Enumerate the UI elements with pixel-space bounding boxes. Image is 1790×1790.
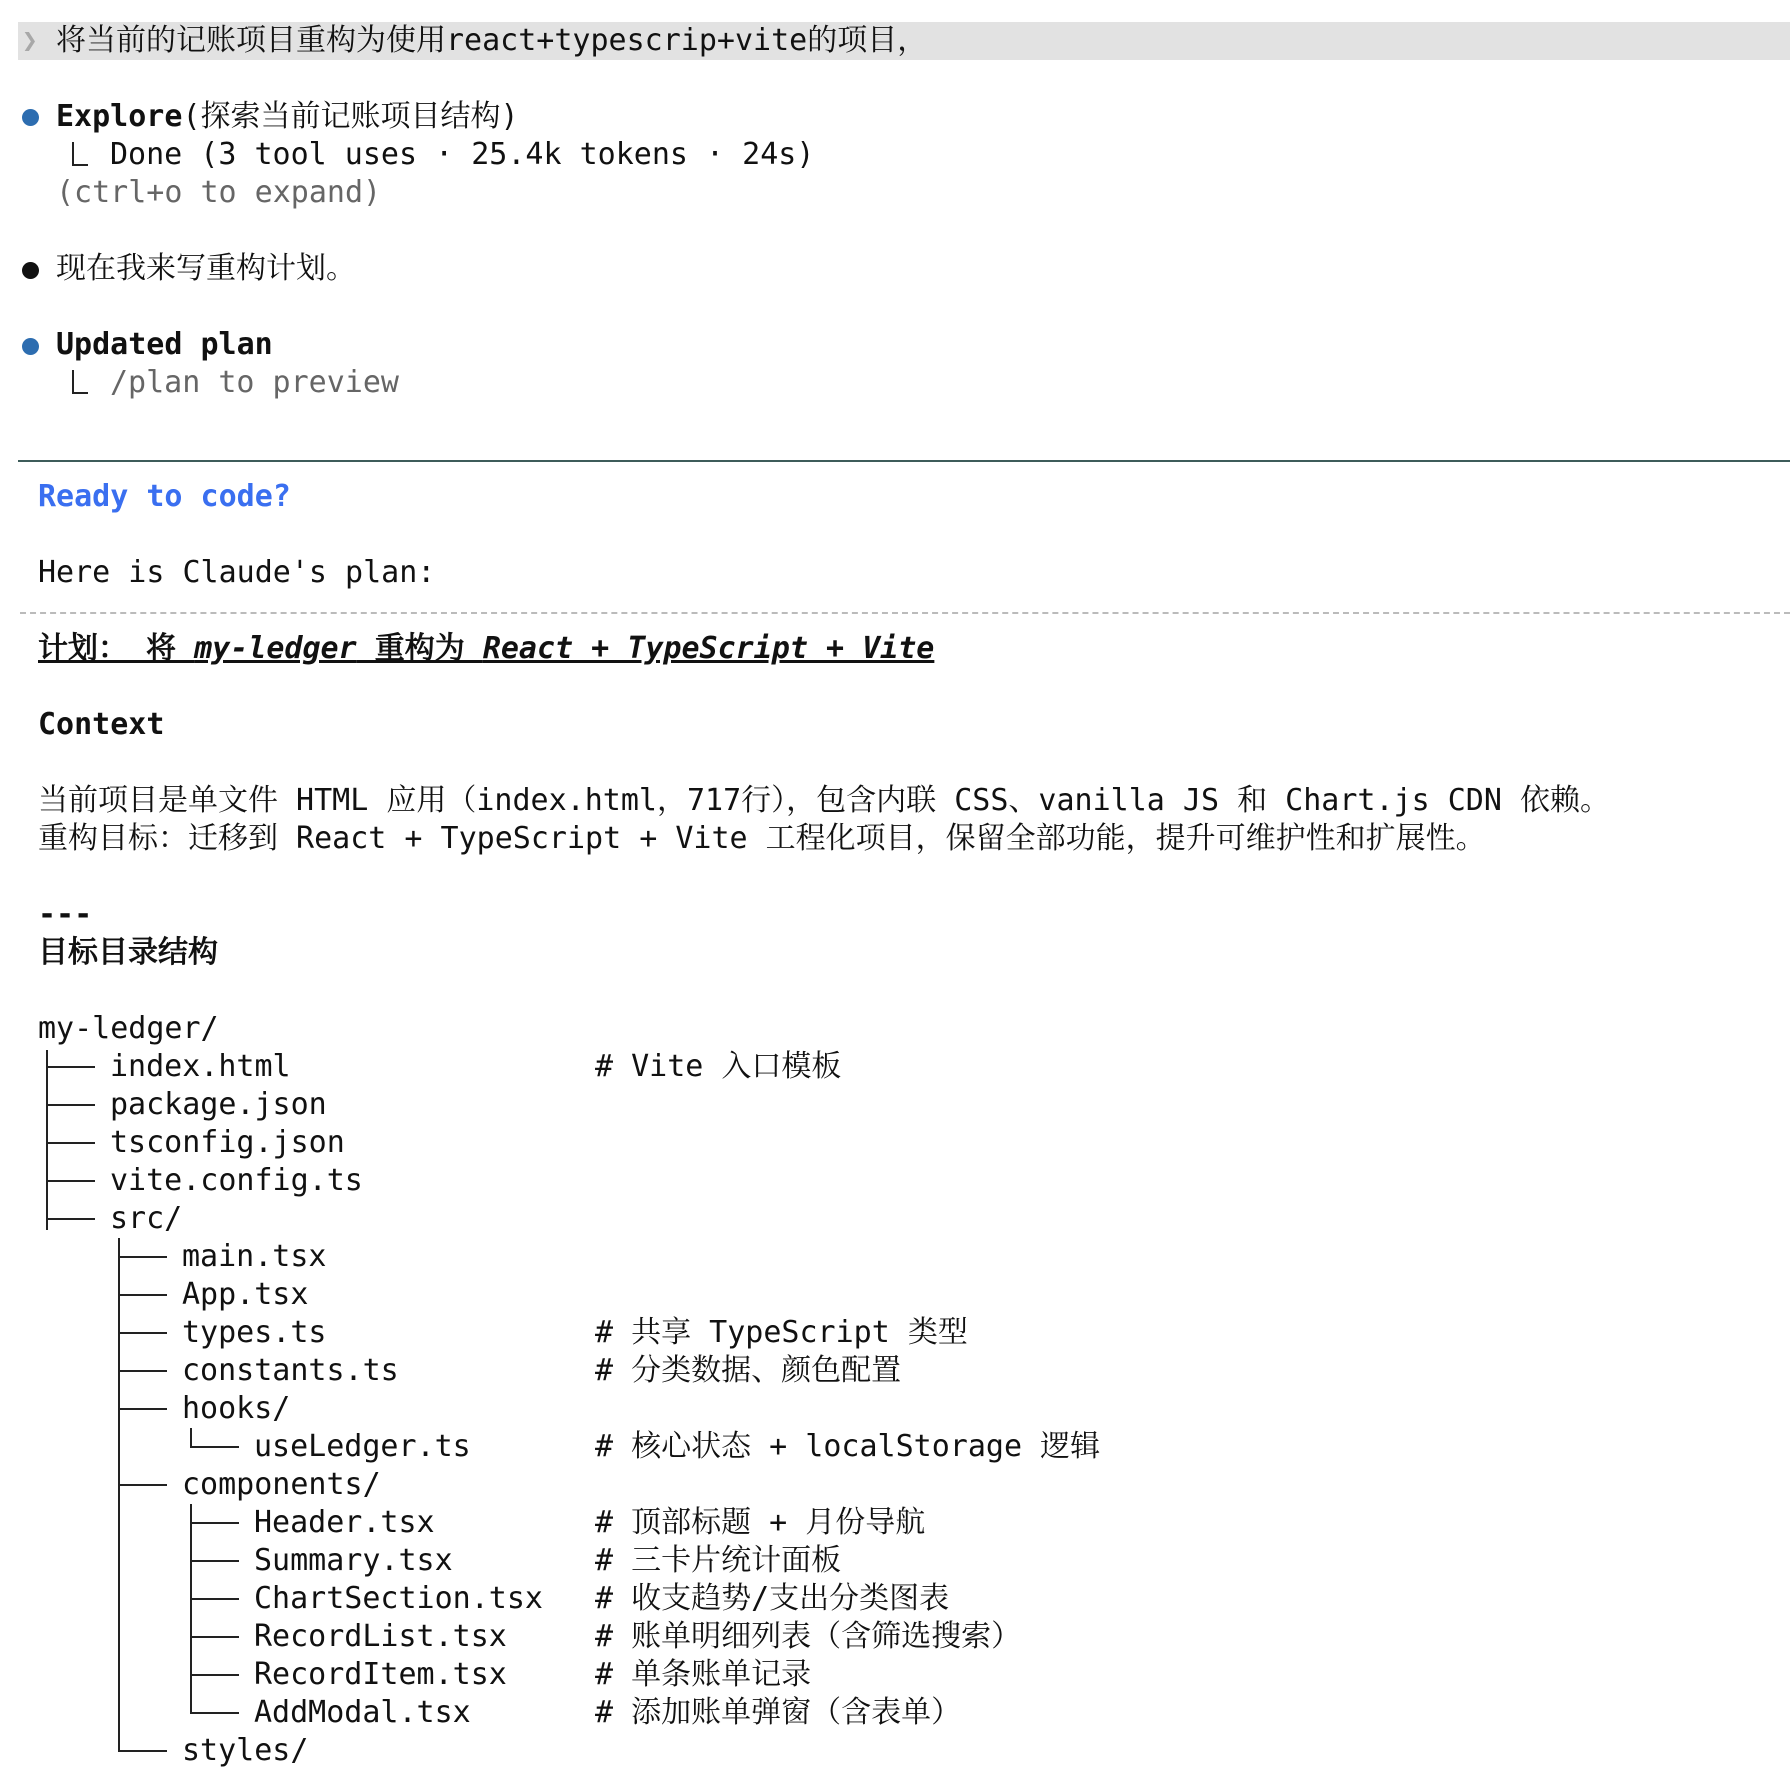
tree-item: components/ (182, 1467, 381, 1502)
explore-title: Explore (56, 99, 183, 134)
tree-comment: # 收支趋势/支出分类图表 (595, 1581, 950, 1616)
tree-comment: # 三卡片统计面板 (595, 1543, 842, 1578)
context-heading: Context (38, 707, 165, 742)
tree-comment: # 顶部标题 + 月份导航 (595, 1505, 926, 1540)
tree-item: RecordItem.tsx (254, 1657, 507, 1692)
plan-preview-hint[interactable]: /plan to preview (110, 365, 399, 400)
plan-title-prefix: 计划： 将 (38, 631, 195, 666)
tool-status-dot-icon (22, 109, 39, 126)
plan-dashed-divider (20, 612, 1790, 614)
tree-item: package.json (110, 1087, 327, 1122)
structure-heading: 目标目录结构 (38, 935, 218, 970)
ready-to-code-question: Ready to code? (38, 479, 291, 514)
result-branch-icon (72, 370, 88, 394)
tree-item: App.tsx (182, 1277, 309, 1312)
plan-title-stack: React + TypeScript + Vite (482, 631, 935, 666)
plan-title-project: my-ledger (194, 631, 357, 666)
tree-item: useLedger.ts (254, 1429, 471, 1464)
tree-item: src/ (110, 1201, 183, 1236)
expand-hint[interactable]: (ctrl+o to expand) (56, 175, 382, 210)
plan-title-mid: 重构为 (356, 631, 483, 666)
tree-item: index.html (110, 1049, 291, 1084)
tree-item: constants.ts (182, 1353, 399, 1388)
user-prompt-text: 将当前的记账项目重构为使用react+typescrip+vite的项目， (56, 23, 928, 58)
tree-comment: # Vite 入口模板 (595, 1049, 842, 1084)
prompt-chevron-icon: ❯ (22, 26, 38, 56)
plan-intro: Here is Claude's plan: (38, 555, 436, 590)
tree-comment: # 添加账单弹窗（含表单） (595, 1695, 962, 1730)
tree-item: tsconfig.json (110, 1125, 345, 1160)
markdown-separator: --- (38, 897, 93, 932)
context-line-1: 当前项目是单文件 HTML 应用（index.html，717行），包含内联 CSS、vanilla JS 和 Chart.js CDN 依赖。 (38, 783, 1610, 818)
tree-item: hooks/ (182, 1391, 291, 1426)
tree-item: Header.tsx (254, 1505, 435, 1540)
message-bullet-icon (22, 262, 39, 279)
plan-status-dot-icon (22, 338, 39, 355)
tree-item: RecordList.tsx (254, 1619, 507, 1654)
explore-line (56, 98, 519, 136)
tree-item: AddModal.tsx (254, 1695, 471, 1730)
assistant-message: 现在我来写重构计划。 (56, 251, 356, 286)
section-divider (18, 460, 1790, 462)
tree-comment: # 分类数据、颜色配置 (595, 1353, 902, 1388)
tree-comment: # 共享 TypeScript 类型 (595, 1315, 968, 1350)
tree-root: my-ledger/ (38, 1011, 219, 1046)
tree-item: main.tsx (182, 1239, 327, 1274)
tree-item: types.ts (182, 1315, 327, 1350)
context-line-2: 重构目标：迁移到 React + TypeScript + Vite 工程化项目，保留全部功能，提升可维护性和扩展性。 (38, 821, 1486, 856)
tree-comment: # 核心状态 + localStorage 逻辑 (595, 1429, 1101, 1464)
tree-item: styles/ (182, 1733, 309, 1768)
result-branch-icon (72, 142, 88, 166)
explore-result: Done (3 tool uses · 25.4k tokens · 24s) (110, 137, 815, 172)
tree-comment: # 单条账单记录 (595, 1657, 812, 1692)
tree-item: ChartSection.tsx (254, 1581, 543, 1616)
tree-comment: # 账单明细列表（含筛选搜索） (595, 1619, 1022, 1654)
updated-plan-title: Updated plan (56, 327, 273, 362)
tree-item: Summary.tsx (254, 1543, 453, 1578)
explore-args: (探索当前记账项目结构) (182, 99, 519, 134)
plan-title (38, 630, 934, 668)
tree-item: vite.config.ts (110, 1163, 363, 1198)
